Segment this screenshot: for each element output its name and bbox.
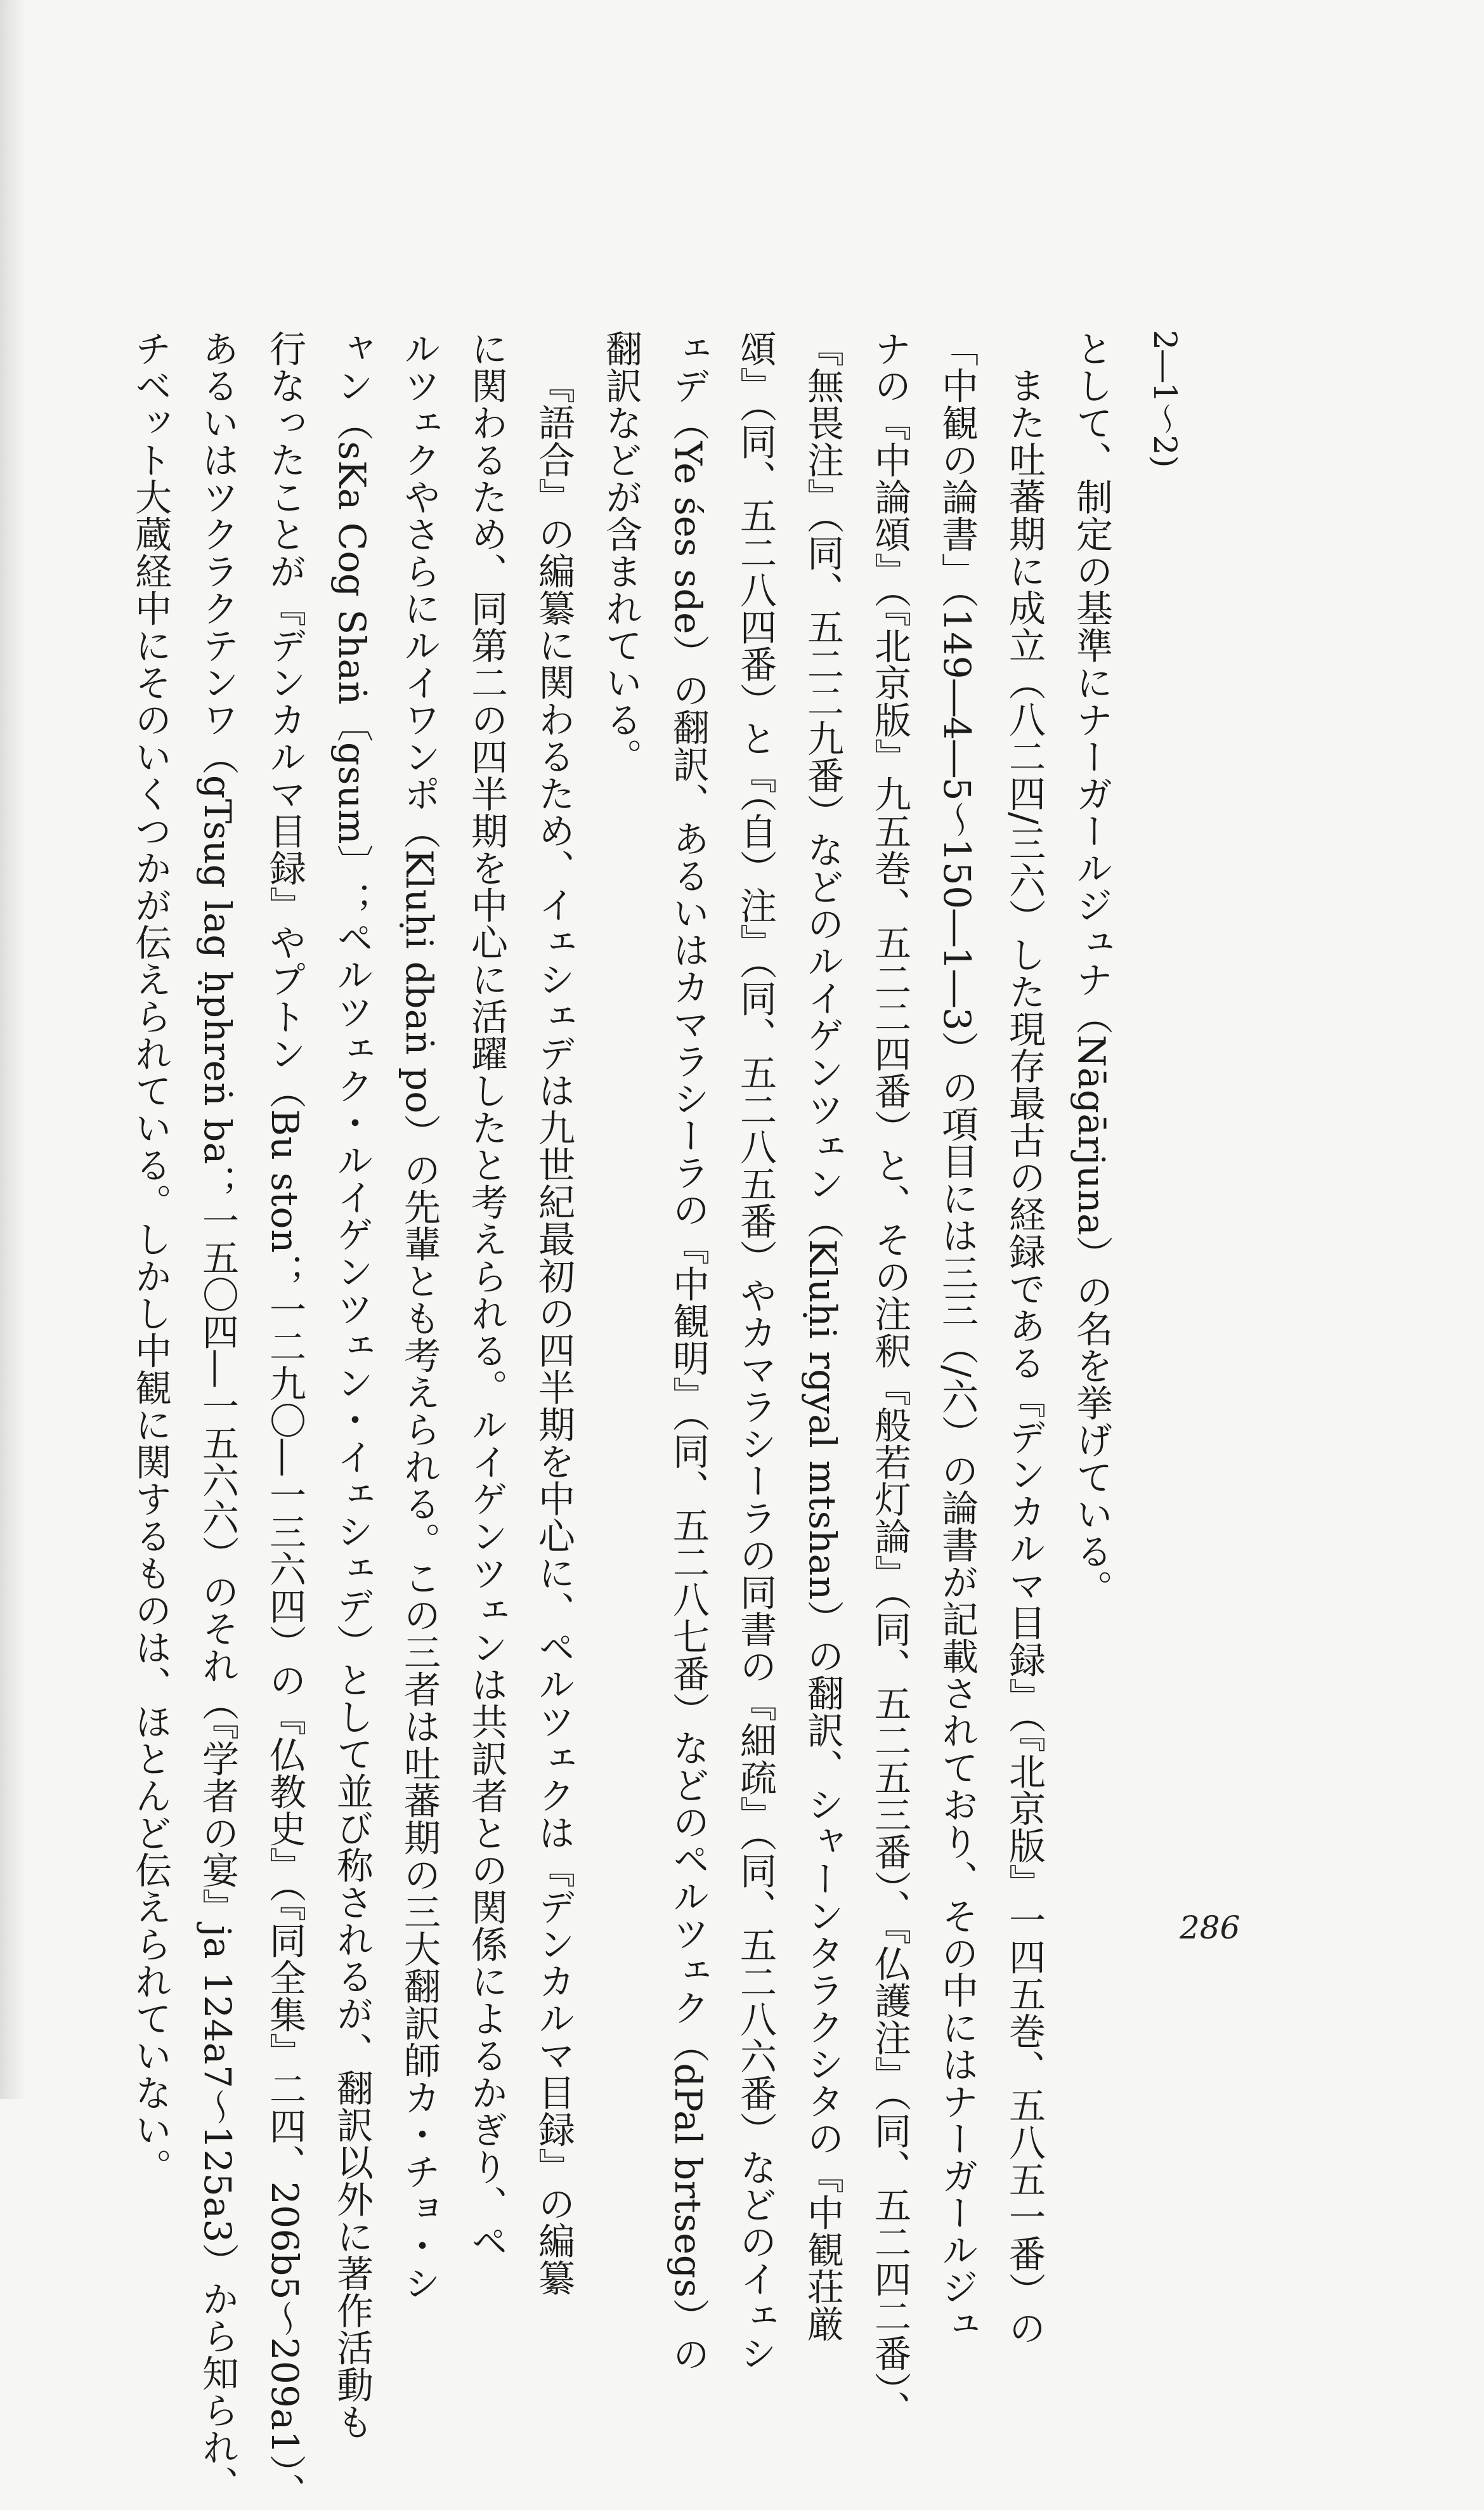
text-line-1: として、制定の基準にナーガールジュナ（Nāgārjuna）の名を挙げている。 <box>1070 330 1113 1607</box>
text-line-9: 『語合』の編纂に関わるため、イェシェデは九世紀最初の四半期を中心に、ペルツェクは『デンカルマ目録』の編纂 <box>532 367 575 2296</box>
text-line-8: 翻訳などが含まれている。 <box>599 330 642 775</box>
text-line-3: 「中観の論書」（149―4―5〜150―1―3）の項目には三三（/六）の論書が記載されており、その中にはナーガールジュ <box>935 330 979 2343</box>
text-line-4: ナの『中論頌』（『北京版』九五巻、五二二四番）と、その注釈『般若灯論』（同、五二五三番）、『仏護注』（同、五二四二番）、 <box>868 330 911 2428</box>
text-line-15: チベット大蔵経中にそのいくつかが伝えられている。しかし中観に関するものは、ほとんど伝えられていない。 <box>129 330 172 2185</box>
text-line-13: 行なったことが『デンカルマ目録』やプトン（Bu ston；一二九〇―一三六四）の『仏教史』（『同全集』二四、206b5〜209a1）、 <box>263 330 306 2510</box>
page-number: 286 <box>1180 1909 1240 1946</box>
text-line-6: 頌』（同、五二八四番）と『（自）注』（同、五二八五番）やカマラシーラの同書の『細疏』（同、五二八六番）などのイェシ <box>734 330 777 2372</box>
text-line-7: ェデ（Ye śes sde）の翻訳、あるいはカマラシーラの『中観明』（同、五二八七番）などのペルツェク（dPal brtsegs）の <box>667 330 710 2372</box>
text-line-14: あるいはツクラクテンワ（gTsug lag ḥphreṅ ba；一五〇四―一五六六）のそれ（『学者の宴』ja 124a7〜125a3）から知られ、 <box>196 330 239 2503</box>
vertical-text-body <box>117 330 1199 2510</box>
section-heading: 2―1〜2) <box>1147 330 1183 468</box>
text-line-2: また吐蕃期に成立（八二四/三六）した現存最古の経録である『デンカルマ目録』（『北京版』一四五巻、五八五一番）の <box>1003 367 1046 2347</box>
scan-edge-shadow <box>0 0 25 2099</box>
text-line-12: ャン（sKa Cog Shaṅ〔gsum〕；ペルツェク・ルイゲンツェン・イェシェデ）として並び称されるが、翻訳以外に著作活動も <box>330 330 374 2440</box>
text-line-10: に関わるため、同第二の四半期を中心に活躍したと考えられる。ルイゲンツェンは共訳者との関係によるかぎり、ペ <box>465 330 508 2259</box>
text-line-5: 『無畏注』（同、五二二九番）などのルイゲンツェン（Kluḥi rgyal mtshan）の翻訳、シャーンタラクシタの『中観荘厳 <box>801 330 844 2343</box>
text-line-11: ルツェクやさらにルイワンポ（Kluḥi dbaṅ po）の先輩とも考えられる。この三者は吐蕃期の三大翻訳師カ・チョ・シ <box>398 330 441 2301</box>
